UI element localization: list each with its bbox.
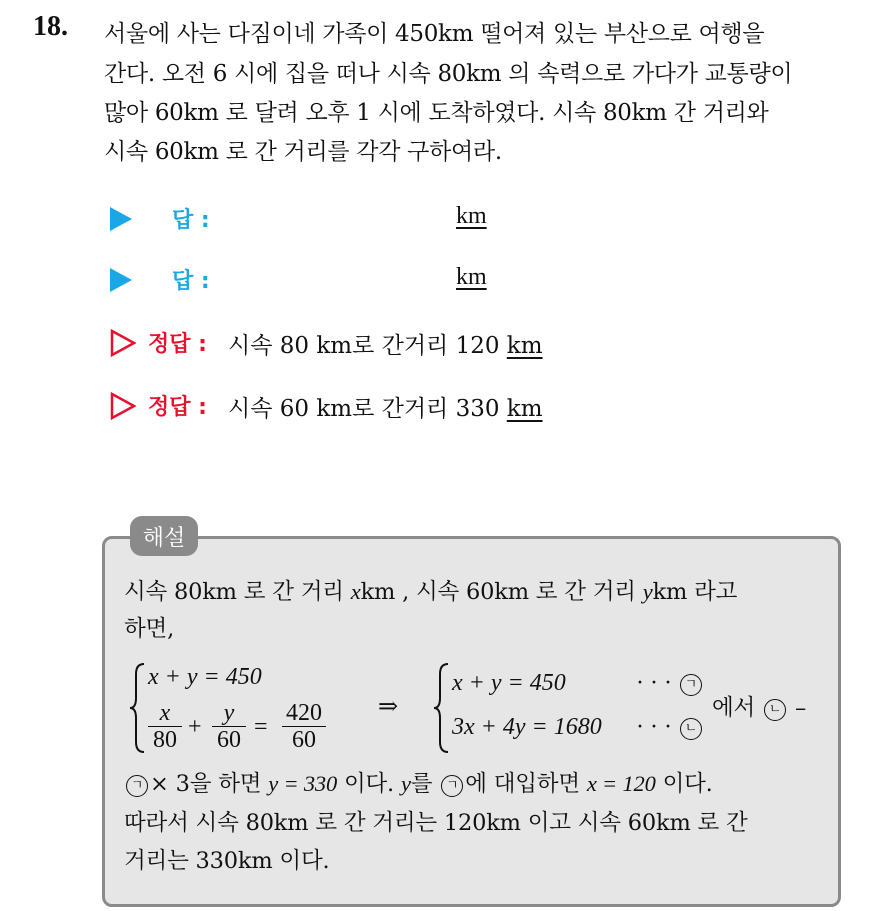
equals-sign: = bbox=[254, 714, 268, 740]
solution-tag: 해설 bbox=[130, 516, 198, 556]
system2-equation-1: x + y = 450 bbox=[452, 670, 566, 696]
solution-line-5: 거리는 330km 이다. bbox=[124, 848, 330, 874]
outline-triangle-icon bbox=[110, 392, 136, 420]
plus-sign: + bbox=[188, 714, 202, 740]
problem-number: 18. bbox=[33, 11, 68, 42]
solution-line-2: 하면, bbox=[124, 616, 175, 642]
system2-mark-2: · · · ㄴ bbox=[636, 714, 704, 741]
answer-label: 답 : bbox=[172, 208, 210, 233]
solution-line-4: 따라서 시속 80km 로 간 거리는 120km 이고 시속 60km 로 간 bbox=[124, 810, 748, 836]
outline-triangle-icon bbox=[110, 329, 136, 357]
circled-nieun-icon: ㄴ bbox=[680, 718, 702, 740]
solution-line-3: ㄱ × 3을 하면 y = 330 이다. y를 ㄱ 에 대입하면 x = 120 이다. bbox=[124, 766, 713, 798]
correct-label: 정답 : bbox=[148, 395, 207, 420]
solution-line-1: 시속 80km 로 간 거리 xkm , 시속 60km 로 간 거리 ykm 라고 bbox=[124, 579, 738, 605]
correct-label: 정답 : bbox=[148, 332, 207, 357]
system2-tail: 에서 ㄴ – bbox=[712, 695, 807, 721]
left-brace-icon bbox=[432, 662, 452, 754]
fraction-420-60: $\frac{420}{60}$ bbox=[282, 700, 326, 753]
problem-text-line-1: 서울에 사는 다짐이네 가족이 450km 떨어져 있는 부산으로 여행을 bbox=[104, 21, 765, 47]
correct-text: 시속 60 km로 간거리 330 km bbox=[228, 396, 543, 422]
circled-giyeok-icon: ㄱ bbox=[441, 775, 463, 797]
answer-unit: km bbox=[456, 203, 487, 229]
problem-text-line-3: 많아 60km 로 달려 오후 1 시에 도착하였다. 시속 80km 간 거리와 bbox=[104, 100, 769, 126]
system1-equation-1: x + y = 450 bbox=[148, 664, 262, 690]
circled-giyeok-icon: ㄱ bbox=[680, 674, 702, 696]
answer-label: 답 : bbox=[172, 269, 210, 294]
answer-unit: km bbox=[456, 264, 487, 290]
correct-unit: km bbox=[506, 396, 543, 422]
fraction-x-80: $\frac{x}{80}$ bbox=[148, 700, 182, 753]
system2-mark-1: · · · ㄱ bbox=[636, 670, 704, 697]
circled-giyeok-icon: ㄱ bbox=[126, 775, 148, 797]
fraction-y-60: $\frac{y}{60}$ bbox=[212, 700, 246, 753]
correct-text: 시속 80 km로 간거리 120 km bbox=[228, 333, 543, 359]
problem-text-line-2: 간다. 오전 6 시에 집을 떠나 시속 80km 의 속력으로 가다가 교통량이 bbox=[104, 61, 793, 87]
circled-nieun-icon: ㄴ bbox=[764, 699, 786, 721]
system2-equation-2: 3x + 4y = 1680 bbox=[452, 714, 602, 740]
play-triangle-icon bbox=[110, 207, 132, 231]
problem-text-line-4: 시속 60km 로 간 거리를 각각 구하여라. bbox=[104, 139, 502, 165]
left-brace-icon bbox=[128, 662, 148, 754]
play-triangle-icon bbox=[110, 268, 132, 292]
correct-unit: km bbox=[506, 333, 543, 359]
implies-arrow: ⇒ bbox=[378, 694, 399, 720]
